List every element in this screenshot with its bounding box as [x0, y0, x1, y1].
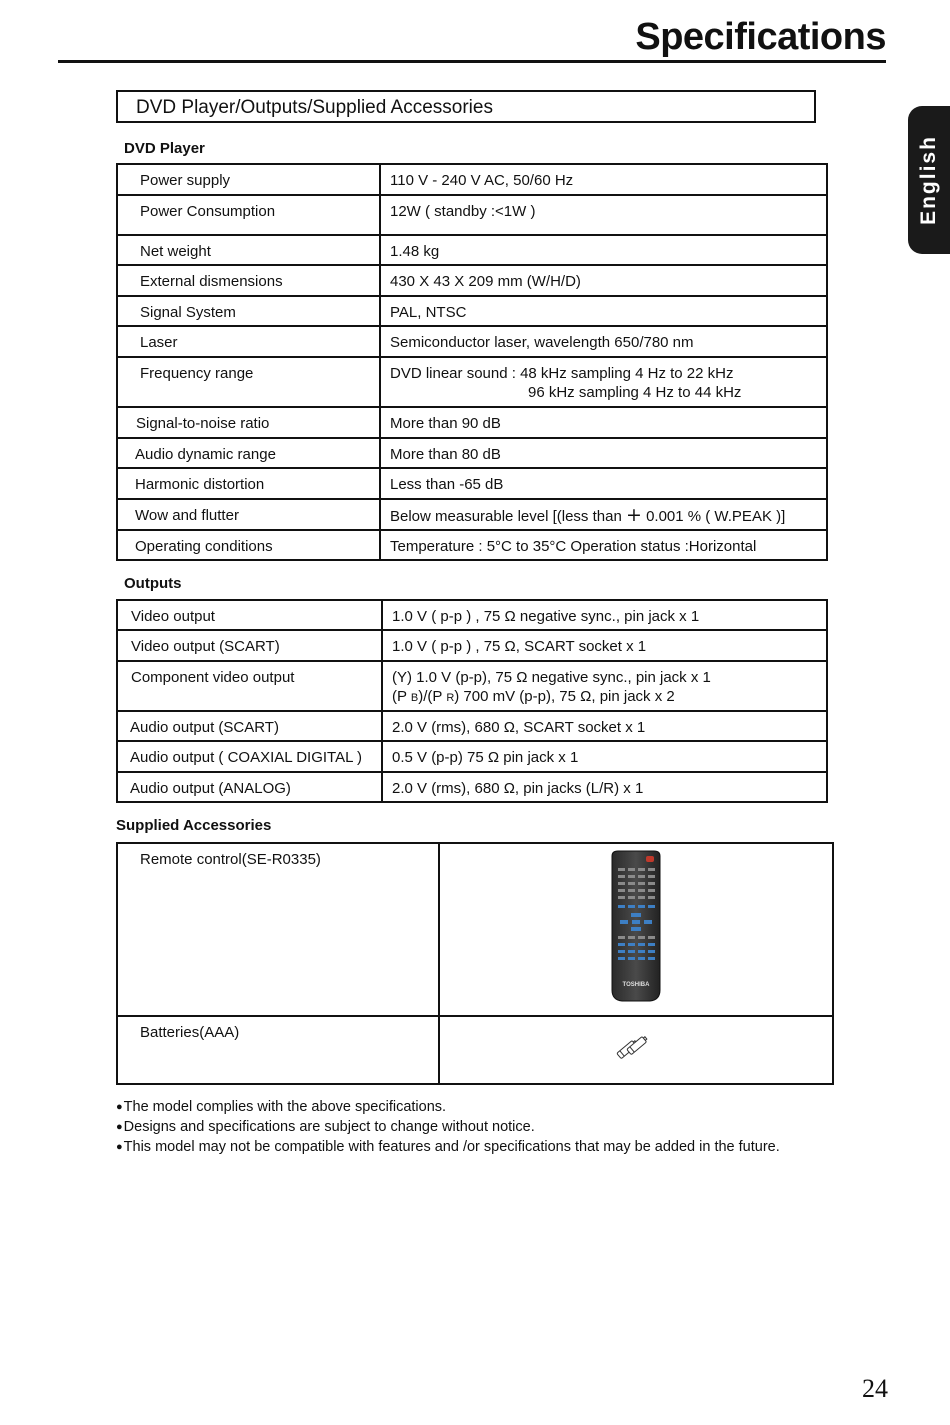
spec-value-line: 96 kHz sampling 4 Hz to 44 kHz: [528, 384, 742, 401]
spec-label: Net weight: [117, 235, 380, 265]
table-row: [117, 326, 827, 357]
spec-label: Audio dynamic range: [117, 438, 380, 468]
table-row: [117, 499, 827, 530]
section-title: DVD Player/Outputs/Supplied Accessories: [116, 90, 816, 123]
accessory-image-cell: [439, 1016, 833, 1084]
note-item: ● This model may not be compatible with features and /or specifications that may be added in the future.: [116, 1138, 780, 1158]
spec-value: [380, 357, 827, 407]
spec-value-part: 0.001 % ( W.PEAK )]: [646, 508, 786, 525]
spec-label: Operating conditions: [117, 530, 380, 560]
output-value: 0.5 V (p-p) 75 Ω pin jack x 1: [382, 741, 827, 772]
table-row: [117, 530, 827, 560]
outputs-heading: Outputs: [124, 575, 182, 592]
title-rule: [58, 60, 886, 63]
language-tab: [908, 106, 950, 254]
output-value: 2.0 V (rms), 680 Ω, pin jacks (L/R) x 1: [382, 772, 827, 802]
output-label: Audio output ( COAXIAL DIGITAL ): [117, 741, 382, 772]
table-row: [117, 265, 827, 296]
spec-value: [380, 499, 827, 530]
outputs-table: [116, 599, 828, 803]
spec-value: PAL, NTSC: [380, 296, 827, 326]
output-value: 1.0 V ( p-p ) , 75 Ω, SCART socket x 1: [382, 630, 827, 661]
spec-value: 430 X 43 X 209 mm (W/H/D): [380, 265, 827, 296]
spec-value: Semiconductor laser, wavelength 650/780 nm: [380, 326, 827, 357]
table-row: [117, 296, 827, 326]
table-row: [117, 1016, 833, 1084]
spec-value: More than 80 dB: [380, 438, 827, 468]
output-label: Video output (SCART): [117, 630, 382, 661]
table-row: [117, 741, 827, 772]
output-label: Audio output (SCART): [117, 711, 382, 741]
spec-label: Harmonic distortion: [117, 468, 380, 499]
spec-label: Wow and flutter: [117, 499, 380, 530]
output-label: Audio output (ANALOG): [117, 772, 382, 802]
plus-minus-symbol: +: [625, 504, 642, 526]
spec-label: Power supply: [117, 164, 380, 195]
output-value: [382, 661, 827, 711]
output-value: 2.0 V (rms), 680 Ω, SCART socket x 1: [382, 711, 827, 741]
output-value-part: ) 700 mV (p-p), 75 Ω, pin jack x 2: [454, 688, 675, 705]
spec-value: More than 90 dB: [380, 407, 827, 438]
subscript-b: B: [410, 692, 419, 704]
accessory-label: Batteries(AAA): [117, 1016, 439, 1084]
table-row: [117, 357, 827, 407]
note-item: ● Designs and specifications are subject to change without notice.: [116, 1118, 780, 1138]
output-value-part: )/(P: [418, 688, 447, 705]
spec-value: Less than -65 dB: [380, 468, 827, 499]
spec-value-line: DVD linear sound : 48 kHz sampling 4 Hz to 22 kHz: [390, 365, 734, 382]
spec-label: Signal System: [117, 296, 380, 326]
page-number: 24: [862, 1374, 888, 1403]
spec-label: Frequency range: [117, 357, 380, 407]
table-row: [117, 600, 827, 630]
table-row: [117, 661, 827, 711]
table-row: [117, 438, 827, 468]
output-value: 1.0 V ( p-p ) , 75 Ω negative sync., pin jack x 1: [382, 600, 827, 630]
subscript-r: R: [446, 692, 455, 704]
remote-brand-label: TOSHIBA: [622, 982, 650, 988]
spec-label: Power Consumption: [117, 195, 380, 235]
spec-value: 12W ( standby :<1W ): [380, 195, 827, 235]
table-row: [117, 235, 827, 265]
dvd-player-heading: DVD Player: [124, 140, 205, 157]
spec-value-part: Below measurable level [(less than: [390, 508, 622, 525]
table-row: [117, 407, 827, 438]
batteries-icon: [615, 1032, 649, 1064]
spec-value: 110 V - 240 V AC, 50/60 Hz: [380, 164, 827, 195]
accessories-table: [116, 842, 834, 1085]
accessory-image-cell: [439, 843, 833, 1016]
table-row: [117, 843, 833, 1016]
dvd-player-table: [116, 163, 828, 561]
spec-value: 1.48 kg: [380, 235, 827, 265]
accessories-heading: Supplied Accessories: [116, 817, 272, 834]
output-value-line: (Y) 1.0 V (p-p), 75 Ω negative sync., pin jack x 1: [392, 669, 711, 686]
table-row: [117, 711, 827, 741]
output-label: Video output: [117, 600, 382, 630]
note-item: ● The model complies with the above specifications.: [116, 1098, 780, 1118]
spec-label: Signal-to-noise ratio: [117, 407, 380, 438]
table-row: [117, 164, 827, 195]
table-row: [117, 195, 827, 235]
table-row: [117, 772, 827, 802]
page-title: Specifications: [635, 16, 886, 58]
language-tab-label: English: [917, 135, 940, 225]
output-label: Component video output: [117, 661, 382, 711]
spec-value: Temperature : 5°C to 35°C Operation status :Horizontal: [380, 530, 827, 560]
remote-control-icon: [606, 850, 666, 1004]
table-row: [117, 630, 827, 661]
table-row: [117, 468, 827, 499]
output-value-part: (P: [392, 688, 411, 705]
notes-list: [116, 1098, 780, 1158]
spec-label: Laser: [117, 326, 380, 357]
accessory-label: Remote control(SE-R0335): [117, 843, 439, 1016]
spec-label: External dismensions: [117, 265, 380, 296]
